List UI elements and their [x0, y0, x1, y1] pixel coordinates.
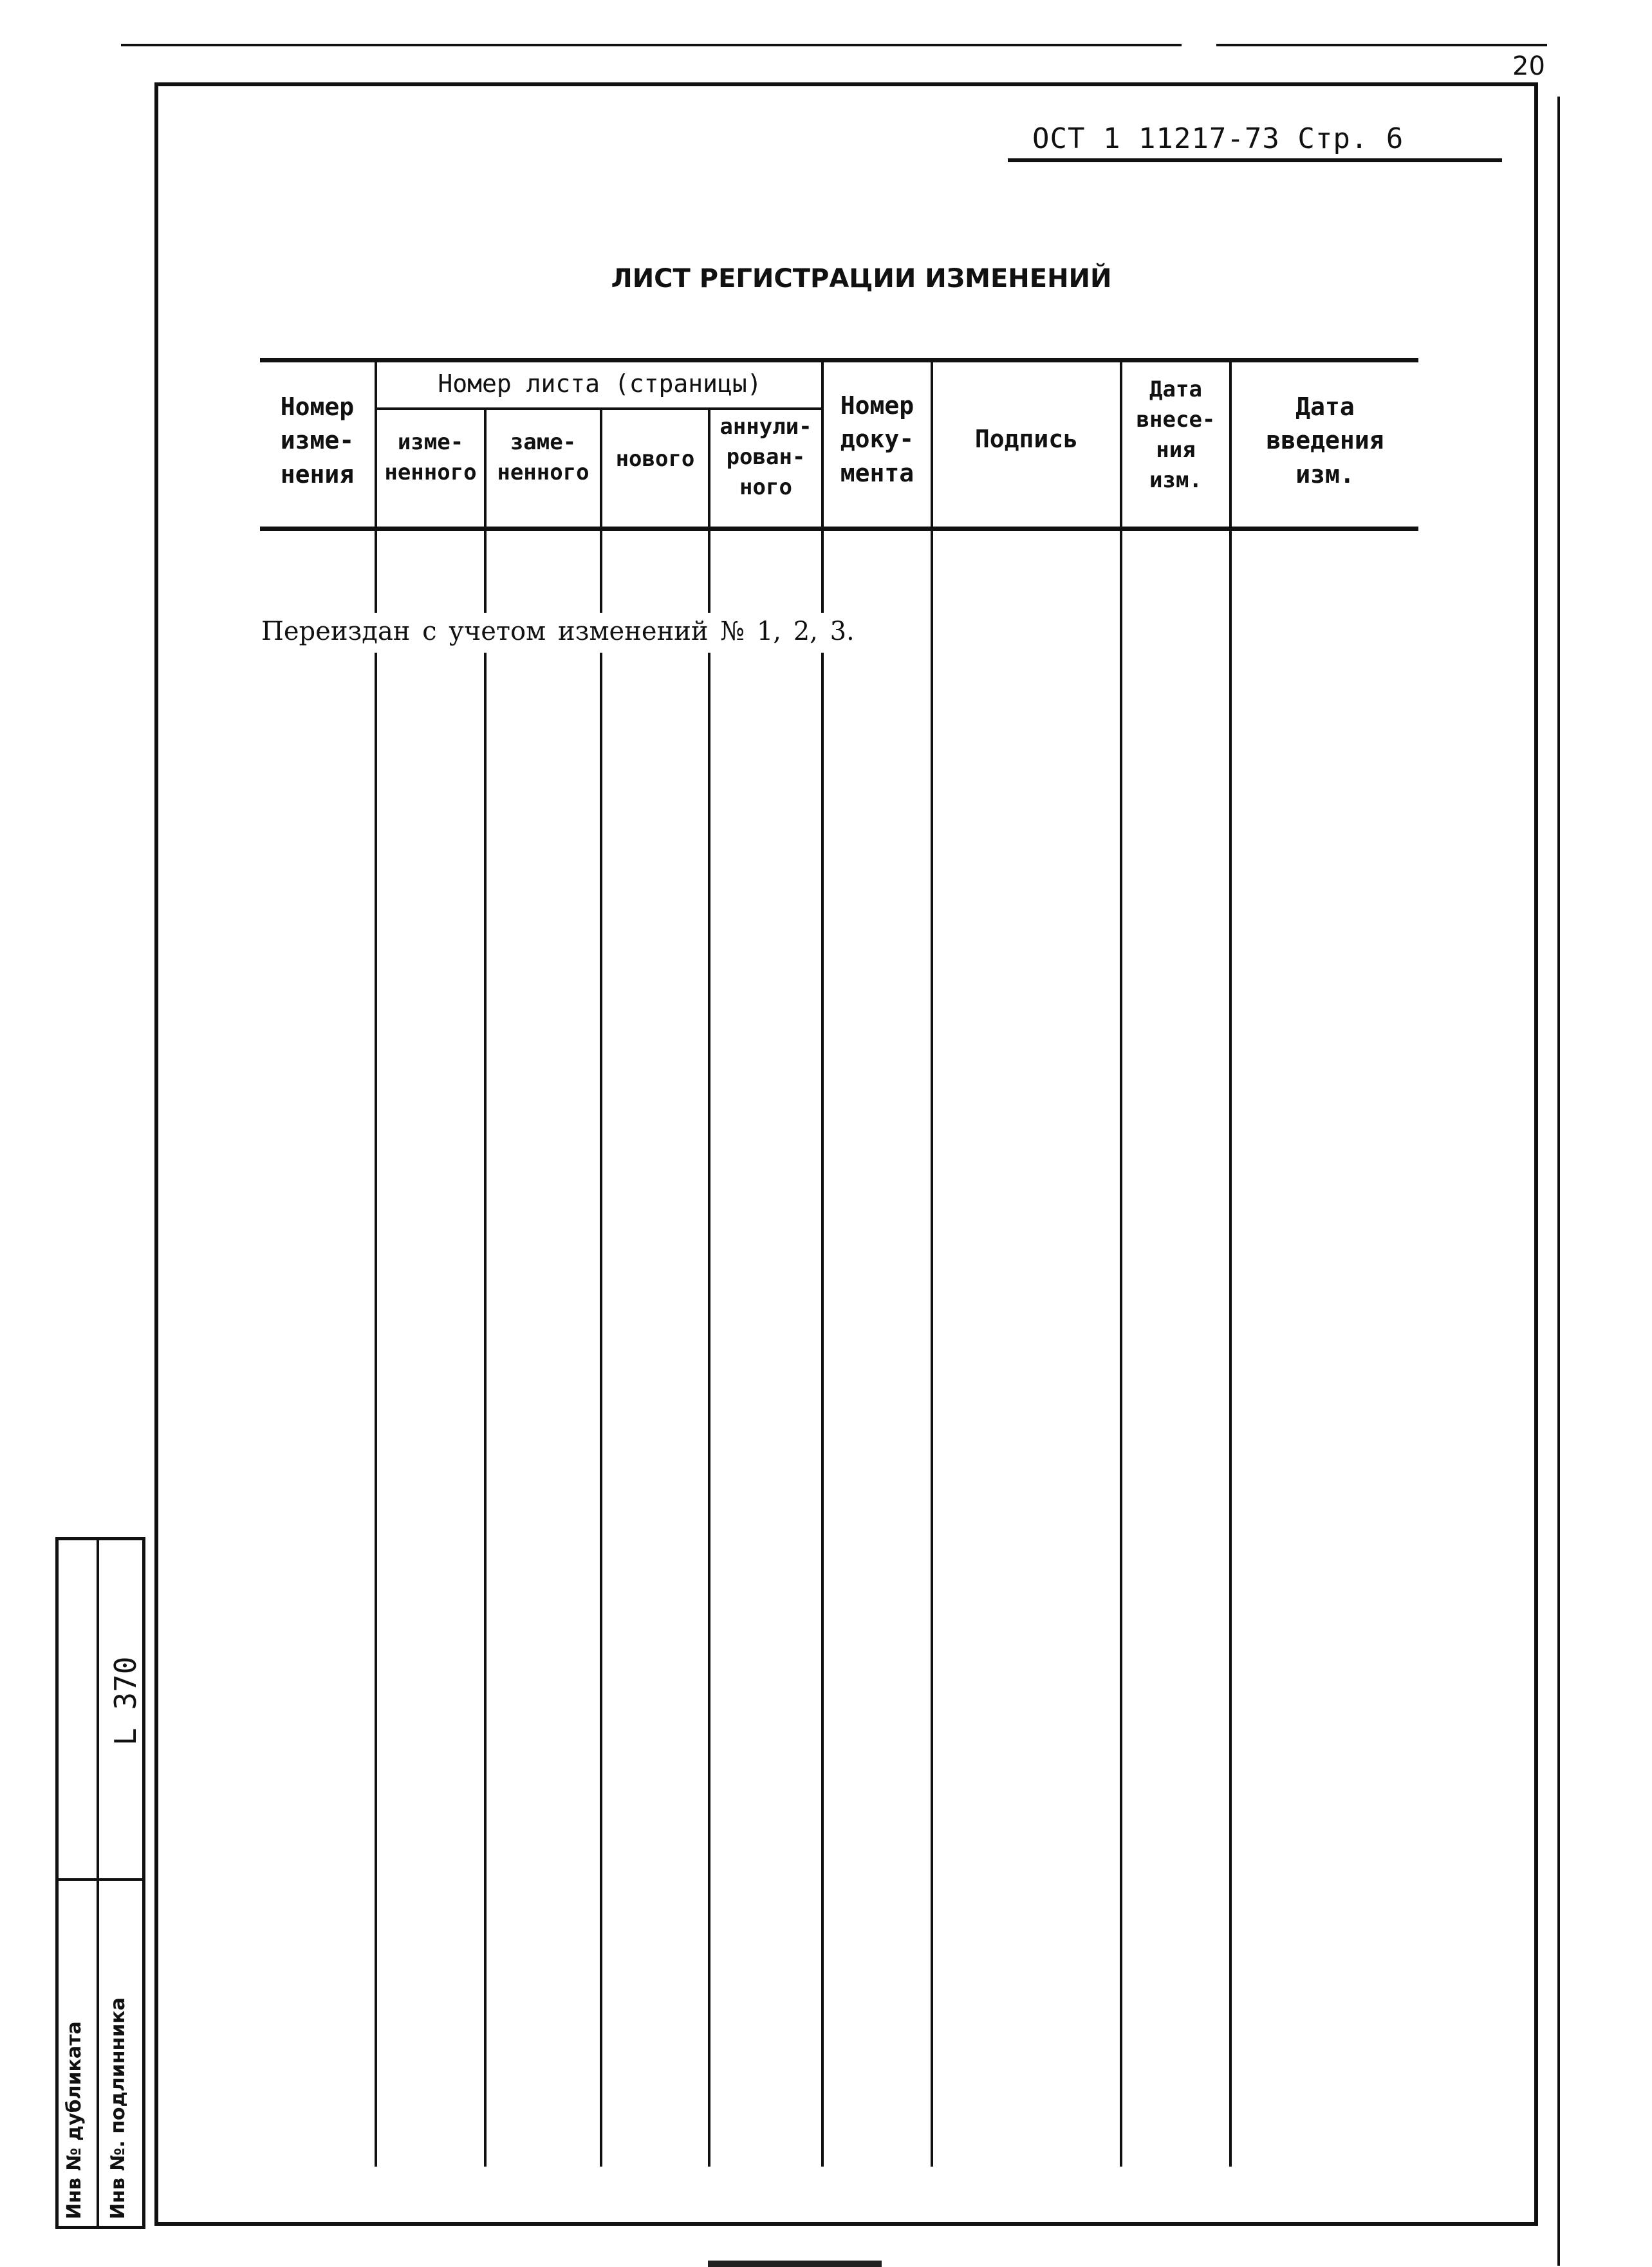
- header-sheet-number-group: Номер листа (страницы): [438, 369, 762, 398]
- header-entry-date: Дата внесе- ния изм.: [1136, 377, 1216, 493]
- stamp-divider: [97, 1537, 99, 2229]
- header-replaced: заме- ненного: [497, 429, 589, 485]
- column-divider: [708, 407, 710, 2167]
- header-annulled: аннули- рован- ного: [719, 414, 812, 500]
- column-divider: [484, 407, 487, 2167]
- stamp-original-value: L 370: [108, 1656, 143, 1746]
- table-header-rule: [260, 527, 1418, 531]
- column-divider: [1120, 358, 1122, 2167]
- column-divider: [931, 358, 933, 2167]
- column-divider: [600, 407, 602, 2167]
- stamp-original-label: Инв №. подлинника: [107, 1997, 129, 2219]
- top-rule: [121, 44, 1182, 46]
- header-changed: изме- ненного: [384, 429, 477, 485]
- header-underline: [1008, 158, 1502, 162]
- header-signature: Подпись: [974, 425, 1079, 453]
- table-top-rule: [260, 358, 1418, 362]
- top-rule: [1216, 44, 1547, 46]
- reissue-note: Переиздан с учетом изменений № 1, 2, 3.: [257, 613, 858, 653]
- page-number: 20: [1512, 51, 1545, 81]
- stamp-divider: [55, 1878, 145, 1881]
- column-divider: [1229, 358, 1232, 2167]
- header-document-number: Номер доку- мента: [840, 391, 914, 487]
- header-change-number: Номер изме- нения: [280, 393, 355, 489]
- header-effective-date: Дата введения изм.: [1266, 393, 1384, 489]
- document-header: ОСТ 1 11217-73 Стр. 6: [1032, 122, 1404, 155]
- header-new: нового: [615, 446, 695, 472]
- page-title: ЛИСТ РЕГИСТРАЦИИ ИЗМЕНЕНИЙ: [611, 264, 1112, 294]
- frame-edge: [1557, 97, 1560, 2266]
- bottom-mark: [708, 2261, 882, 2267]
- stamp-duplicate-label: Инв № дубликата: [63, 2021, 86, 2219]
